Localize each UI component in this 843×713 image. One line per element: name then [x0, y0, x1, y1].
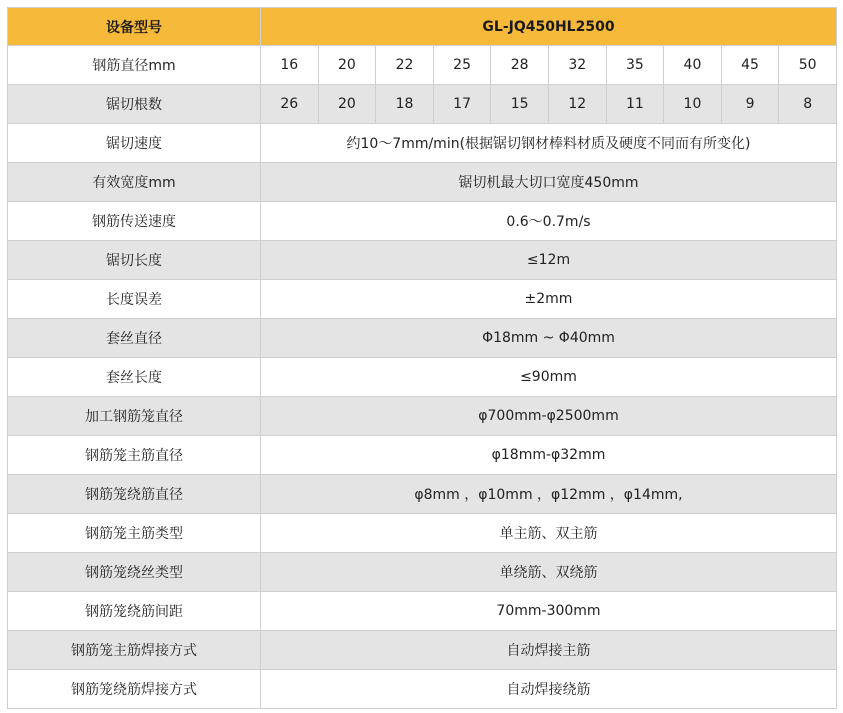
spec-label: 钢筋笼主筋直径	[8, 436, 261, 475]
rebar-diameter-cell: 22	[376, 46, 434, 85]
saw-count-cell: 15	[491, 85, 549, 124]
saw-count-cell: 17	[433, 85, 491, 124]
spec-label: 钢筋笼绕筋直径	[8, 475, 261, 514]
saw-count-cell: 12	[548, 85, 606, 124]
rebar-diameter-cell: 16	[261, 46, 319, 85]
spec-value: 自动焊接绕筋	[261, 670, 837, 709]
saw-count-cell: 10	[664, 85, 722, 124]
spec-value: φ18mm-φ32mm	[261, 436, 837, 475]
saw-count-cell: 26	[261, 85, 319, 124]
spec-value: 70mm-300mm	[261, 592, 837, 631]
spec-value: ≤12m	[261, 241, 837, 280]
rebar-diameter-label: 钢筋直径mm	[8, 46, 261, 85]
saw-count-row	[8, 85, 837, 124]
spec-value: φ700mm-φ2500mm	[261, 397, 837, 436]
spec-row	[8, 514, 837, 553]
spec-value: Φ18mm ~ Φ40mm	[261, 319, 837, 358]
rebar-diameter-cell: 50	[779, 46, 837, 85]
spec-value: ≤90mm	[261, 358, 837, 397]
spec-label: 钢筋笼主筋焊接方式	[8, 631, 261, 670]
saw-count-cell: 20	[318, 85, 376, 124]
rebar-diameter-cell: 45	[721, 46, 779, 85]
spec-row	[8, 358, 837, 397]
rebar-diameter-row	[8, 46, 837, 85]
spec-value: 约10～7mm/min(根据锯切钢材棒料材质及硬度不同而有所变化)	[261, 124, 837, 163]
spec-value: 0.6～0.7m/s	[261, 202, 837, 241]
spec-label: 锯切速度	[8, 124, 261, 163]
header-model: GL-JQ450HL2500	[261, 8, 837, 46]
spec-label: 套丝直径	[8, 319, 261, 358]
saw-count-cell: 8	[779, 85, 837, 124]
spec-value: 单绕筋、双绕筋	[261, 553, 837, 592]
spec-label: 钢筋传送速度	[8, 202, 261, 241]
spec-row	[8, 163, 837, 202]
spec-label: 钢筋笼绕筋间距	[8, 592, 261, 631]
spec-label: 有效宽度mm	[8, 163, 261, 202]
spec-label: 钢筋笼主筋类型	[8, 514, 261, 553]
spec-row	[8, 592, 837, 631]
spec-label: 套丝长度	[8, 358, 261, 397]
rebar-diameter-cell: 32	[548, 46, 606, 85]
rebar-diameter-cell: 35	[606, 46, 664, 85]
rebar-diameter-cell: 20	[318, 46, 376, 85]
saw-count-cell: 18	[376, 85, 434, 124]
spec-value: 锯切机最大切口宽度450mm	[261, 163, 837, 202]
spec-row	[8, 319, 837, 358]
spec-row	[8, 670, 837, 709]
spec-value: 单主筋、双主筋	[261, 514, 837, 553]
spec-row	[8, 280, 837, 319]
saw-count-cell: 9	[721, 85, 779, 124]
spec-row	[8, 202, 837, 241]
spec-row	[8, 436, 837, 475]
rebar-diameter-cell: 28	[491, 46, 549, 85]
rebar-diameter-cell: 25	[433, 46, 491, 85]
rebar-diameter-cell: 40	[664, 46, 722, 85]
saw-count-cell: 11	[606, 85, 664, 124]
spec-label: 长度误差	[8, 280, 261, 319]
spec-label: 钢筋笼绕筋焊接方式	[8, 670, 261, 709]
spec-label: 锯切长度	[8, 241, 261, 280]
spec-value: ±2mm	[261, 280, 837, 319]
spec-label: 加工钢筋笼直径	[8, 397, 261, 436]
spec-row	[8, 397, 837, 436]
spec-row	[8, 475, 837, 514]
table-header-row	[8, 8, 837, 46]
spec-row	[8, 631, 837, 670]
spec-value: 自动焊接主筋	[261, 631, 837, 670]
spec-row	[8, 124, 837, 163]
spec-value: φ8mm ，φ10mm ，φ12mm ，φ14mm,	[261, 475, 837, 514]
spec-label: 钢筋笼绕丝类型	[8, 553, 261, 592]
header-label: 设备型号	[8, 8, 261, 46]
spec-table	[7, 7, 837, 709]
spec-row	[8, 553, 837, 592]
saw-count-label: 锯切根数	[8, 85, 261, 124]
spec-row	[8, 241, 837, 280]
